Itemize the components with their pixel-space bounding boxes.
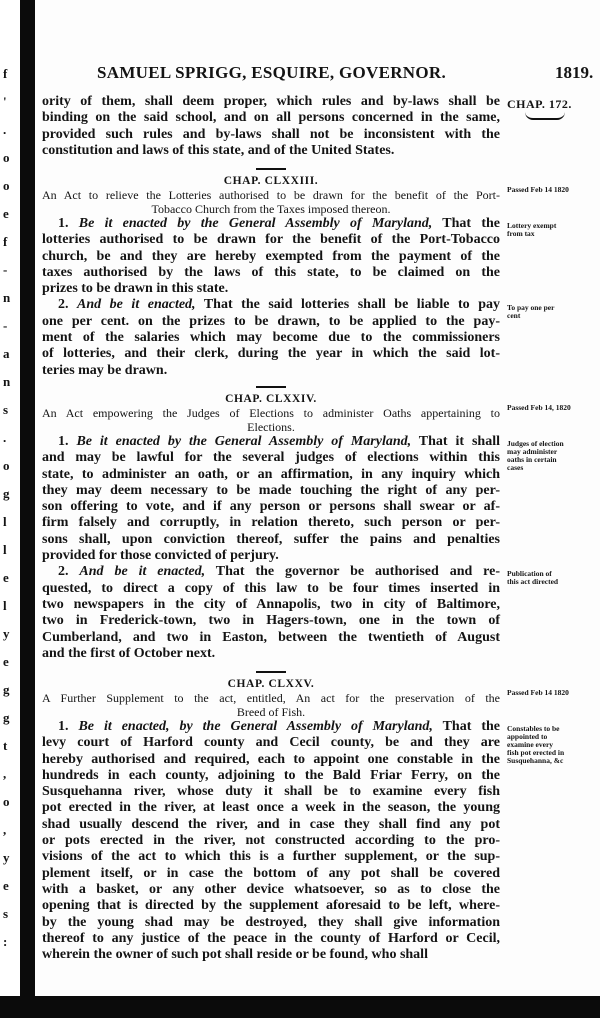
margin-fragment: - (3, 262, 8, 277)
body-line (42, 947, 500, 963)
margin-note: Publication of this act directed (507, 569, 559, 587)
line-text: That it shall (418, 434, 500, 449)
body-line: binding on the said school, and on all persons concerned in the same, (42, 110, 500, 126)
body-line (42, 613, 500, 629)
line-text: son offering to vote, and if any person or persons shall swear or af- (42, 499, 500, 515)
body-line (42, 346, 500, 362)
line-text: or pots erected in the river, not constructed according to the pro- (42, 833, 500, 849)
line-text: opening that is directed by the supplement aforesaid to be left, where- (42, 898, 500, 914)
margin-fragment: l (3, 598, 7, 613)
margin-note: To pay one per cent (507, 302, 555, 320)
line-text: and the first of October next. (42, 645, 216, 661)
body-line (42, 597, 500, 613)
body-line (42, 800, 500, 816)
chapter-174 (42, 394, 500, 662)
chapter-heading: CHAP. CLXXIII. (223, 175, 319, 187)
body-line (42, 866, 500, 882)
body-line (42, 363, 500, 379)
line-text: and may be lawful for the several judges of elections within this (42, 450, 500, 466)
margin-note: Constables to be appointed to examine every fish pot erected in Susquehanna, &c (507, 724, 565, 765)
page-year: 1819. (555, 63, 594, 82)
act-title-line: An Act to relieve the Lotteries authorised to be drawn for the benefit of the Port- (42, 188, 500, 202)
section-number: 1. (58, 719, 69, 734)
adjacent-page-edge (0, 0, 20, 1000)
passed-date: Passed Feb 14 1820 (507, 688, 569, 697)
line-text: state, to administer an oath, or an affirmation, in any inquiry which (42, 466, 500, 482)
body-line: ority of them, shall deem proper, which rules and by-laws shall be (42, 94, 500, 109)
line-text: provided for those convicted of perjury. (42, 548, 279, 564)
margin-fragment: f (3, 66, 8, 81)
line-text: wherein the owner of such pot shall reside or be found, who shall (42, 947, 428, 963)
body-line (42, 297, 500, 313)
line-text: levy court of Harford county and Cecil county, be and they are (42, 735, 500, 751)
act-title-line: Breed of Fish. (236, 705, 306, 719)
line-text: they may deem necessary to be made touching the right of any per- (42, 482, 500, 498)
margin-fragment: l (3, 514, 7, 529)
line-text: quested, to direct a copy of this law to be four times inserted in (42, 580, 500, 596)
margin-fragment: e (3, 206, 9, 221)
body-line (42, 719, 500, 735)
line-text: taxes authorised by the laws of this state, to be claimed on the (42, 264, 500, 280)
line-text: by the young shad may be destroyed, they shall give information (42, 914, 500, 930)
body-line: constitution and laws of this state, and of the United States. (42, 142, 395, 158)
chapter-heading: CHAP. CLXXIV. (225, 393, 317, 405)
body-line (42, 898, 500, 914)
body-line (42, 216, 500, 232)
margin-fragment: : (3, 934, 8, 949)
line-text: hundreds in each county, adjoining to the Bald Friar Ferry, on the (42, 767, 500, 783)
margin-fragment: o (3, 178, 10, 193)
body-line (42, 434, 500, 450)
line-text: plement itself, or in case the bottom of any pot shall be covered (42, 865, 500, 881)
chapter-175 (42, 679, 500, 963)
section-number: 2. (58, 564, 69, 580)
body-line (42, 314, 500, 330)
section-number: 1. (58, 216, 69, 231)
body-line (42, 768, 500, 784)
line-text: Susquehanna river, whose duty it shall be to examine every fish (42, 784, 500, 800)
margin-fragment: e (3, 654, 9, 669)
enacting-clause: Be it enacted by the General Assembly of Maryland, (78, 216, 433, 231)
line-text: hereby authorised and required, each to appoint one constable in the (42, 751, 500, 767)
body-line (42, 265, 500, 281)
margin-fragment: s (3, 402, 9, 417)
line-text: firm falsely and corruptly, in relation thereto, such person or per- (42, 515, 500, 531)
body-line (42, 515, 500, 531)
section-divider (256, 168, 286, 170)
line-text: Cumberland, and two in Easton, between the twentieth of August (42, 629, 500, 645)
body-line (42, 564, 500, 580)
body-line (42, 833, 500, 849)
running-head: SAMUEL SPRIGG, ESQUIRE, GOVERNOR. (97, 63, 447, 82)
section-number: 2. (58, 297, 69, 313)
line-text: lotteries authorised to be drawn for the benefit of the Port-Tobacco (42, 232, 500, 248)
margin-fragment: g (3, 710, 10, 725)
body-line (42, 499, 500, 515)
line-text: church, be and they are hereby exempted from the payment of the (42, 248, 500, 264)
act-title-line: Elections. (247, 420, 295, 434)
section-divider (256, 671, 286, 673)
line-text: prizes to be drawn in this state. (42, 281, 229, 297)
body-line (42, 931, 500, 947)
brace-mark (525, 112, 565, 120)
scan-border (0, 996, 600, 1018)
body-line: provided such rules and by-laws shall not be inconsistent with the (42, 126, 500, 142)
line-text: of lotteries, and their clerk, during the year in which the said lot- (42, 346, 500, 362)
body-line (42, 548, 500, 564)
margin-note: Lottery exempt from tax (507, 221, 557, 238)
line-text: with a basket, or any other device whatsoever, so as to close the (42, 881, 500, 897)
body-line (42, 882, 500, 898)
margin-fragment: y (3, 626, 10, 641)
enacting-clause: And be it enacted, (77, 297, 196, 313)
body-line (42, 483, 500, 499)
margin-fragment: o (3, 458, 10, 473)
section-divider (256, 386, 286, 388)
margin-note: Judges of election may administer oaths in certain cases (507, 439, 564, 472)
body-line (42, 532, 500, 548)
document-page (35, 0, 600, 996)
continued-chapter-label: CHAP. 172. (507, 97, 572, 111)
act-title-line: A Further Supplement to the act, entitled, An act for the preservation of the (42, 691, 500, 705)
passed-date: Passed Feb 14 1820 (507, 185, 569, 194)
book-gutter-shadow (20, 0, 35, 1000)
margin-fragment: n (3, 290, 11, 305)
chapter-173 (42, 176, 500, 379)
act-title-line: An Act empowering the Judges of Elections to administer Oaths appertaining to (42, 406, 500, 420)
margin-fragment: - (3, 318, 8, 333)
body-line (42, 281, 500, 297)
line-text: That the said lotteries shall be liable to pay (203, 297, 500, 313)
line-text: shad usually descend the river, and in case they shall find any pot (42, 816, 500, 832)
body-line (42, 784, 500, 800)
line-text: visions of the act to which this is a further supplement, or the sup- (42, 849, 500, 865)
margin-fragment: n (3, 374, 11, 389)
margin-fragment: o (3, 150, 10, 165)
margin-fragment: g (3, 682, 10, 697)
line-text: two in Frederick-town, two in Hagers-town, one in the town of (42, 613, 500, 629)
margin-fragment: . (3, 430, 7, 445)
body-line (42, 330, 500, 346)
margin-fragment: ' (3, 94, 7, 109)
body-line (42, 646, 500, 662)
margin-fragment: e (3, 878, 9, 893)
section-number: 1. (58, 434, 69, 449)
margin-fragment: , (3, 766, 7, 781)
act-title-line: Tobacco Church from the Taxes imposed thereon. (151, 202, 391, 216)
margin-fragment: , (3, 822, 7, 837)
body-line (42, 232, 500, 248)
body-line (42, 735, 500, 751)
body-line (42, 581, 500, 597)
body-line (42, 249, 500, 265)
line-text: two newspapers in the city of Annapolis, two in city of Baltimore, (42, 596, 500, 612)
line-text: sons shall, upon conviction thereof, suffer the pains and penalties (42, 531, 500, 547)
body-line (42, 752, 500, 768)
margin-fragment: o (3, 794, 10, 809)
body-line (42, 467, 500, 483)
enacting-clause: Be it enacted by the General Assembly of Maryland, (76, 434, 412, 449)
margin-fragment: g (3, 486, 10, 501)
body-line (42, 450, 500, 466)
line-text: That the (442, 719, 500, 734)
margin-fragment: . (3, 122, 7, 137)
body-line (42, 817, 500, 833)
line-text: That the governor be authorised and re- (215, 564, 501, 580)
enacting-clause: And be it enacted, (79, 564, 206, 580)
margin-fragment: a (3, 346, 10, 361)
line-text: one per cent. on the prizes to be drawn, to be applied to the pay- (42, 313, 500, 329)
continuation-text (42, 94, 500, 159)
chapter-heading: CHAP. CLXXV. (227, 678, 315, 690)
body-line (42, 849, 500, 865)
body-line (42, 630, 500, 646)
margin-fragment: t (3, 738, 8, 753)
line-text: ment of the salaries which may become due to the commissioners (42, 330, 500, 346)
margin-fragment: s (3, 906, 9, 921)
line-text: thereof to any justice of the peace in the county of Harford or Cecil, (42, 930, 500, 946)
body-line (42, 915, 500, 931)
enacting-clause: Be it enacted, by the General Assembly of Maryland, (78, 719, 433, 734)
margin-fragment: f (3, 234, 8, 249)
margin-fragment: l (3, 542, 7, 557)
line-text: teries may be drawn. (42, 362, 168, 378)
margin-fragment: e (3, 570, 9, 585)
line-text: That the (442, 216, 501, 231)
line-text: pot erected in the river, at least once a week in the season, the young (42, 800, 500, 816)
margin-fragment: y (3, 850, 10, 865)
passed-date: Passed Feb 14, 1820 (507, 403, 571, 412)
